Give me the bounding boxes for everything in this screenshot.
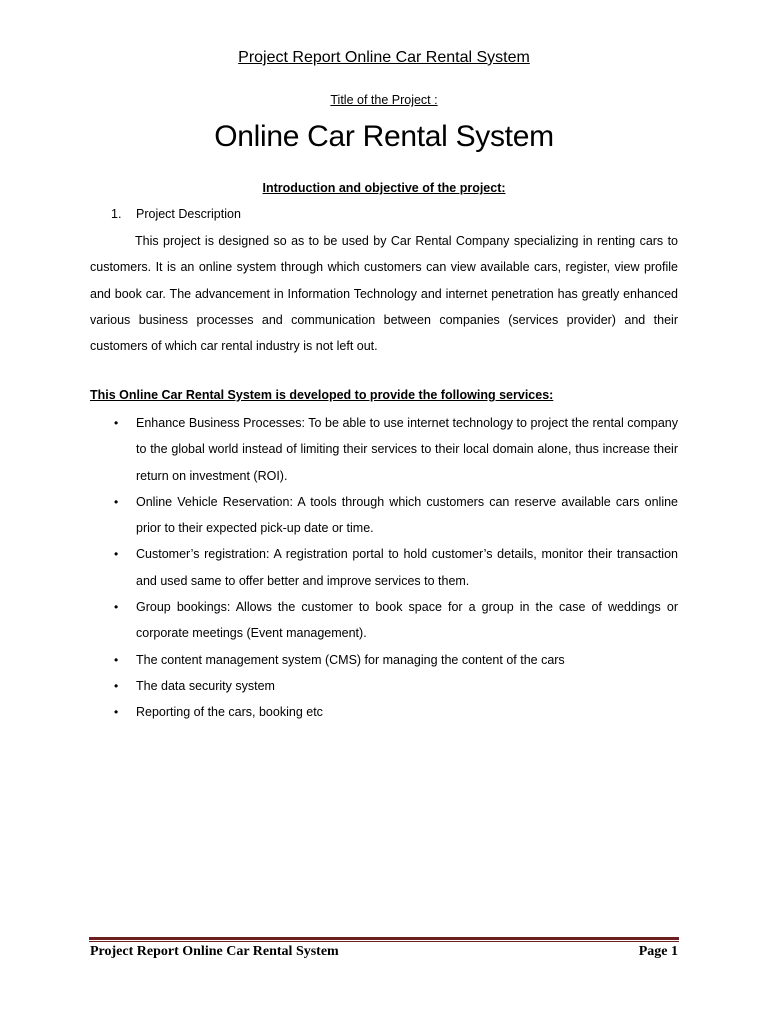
footer-divider-thin (89, 941, 679, 942)
bullet-icon: • (114, 416, 119, 430)
bullet-icon: • (114, 678, 119, 693)
list-item (114, 410, 678, 489)
bullet-icon: • (114, 600, 119, 615)
project-description-paragraph: This project is designed so as to be used by Car Rental Company specializing in renting cars to customers. It is an online system through which customers can view available cars, register, view profile and book car. The advancement in Information Technology and internet penetration has greatly enhanced various business processes and communication between companies (services provider) and their customers of which car rental industry is not left out. (90, 234, 678, 354)
list-item (114, 594, 678, 647)
footer-title: Project Report Online Car Rental System (90, 944, 339, 959)
list-item (114, 489, 678, 542)
intro-heading: Introduction and objective of the project: (262, 181, 506, 195)
list-item-text: Enhance Business Processes: To be able to use internet technology to project the rental company to the global world instead of limiting their services to their local domain alone, thus increase their return on investment (ROI). (136, 416, 678, 483)
section-heading (111, 207, 241, 221)
document-header-title: Project Report Online Car Rental System (238, 49, 530, 66)
bullet-icon: • (114, 652, 119, 667)
footer-divider-thick (89, 937, 679, 940)
bullet-icon: • (114, 705, 119, 720)
page-number: Page 1 (638, 944, 678, 959)
project-title-label: Title of the Project : (330, 93, 438, 107)
list-item (114, 541, 678, 594)
list-item (114, 699, 678, 725)
bullet-icon: • (114, 494, 119, 509)
list-item (114, 673, 678, 699)
project-name-heading: Online Car Rental System (214, 120, 554, 153)
services-list (0, 410, 768, 726)
list-item-text: The content management system (CMS) for managing the content of the cars (136, 652, 565, 667)
section-title: Project Description (136, 207, 241, 221)
list-item-text: Reporting of the cars, booking etc (136, 705, 323, 720)
list-item-text: Online Vehicle Reservation: A tools through which customers can reserve available cars online prior to their expected pick-up date or time. (136, 494, 678, 536)
section-number: 1. (111, 207, 122, 221)
list-item-text: The data security system (136, 678, 275, 693)
list-item (114, 647, 678, 673)
list-item-text: Customer’s registration: A registration portal to hold customer’s details, monitor their transaction and used same to offer better and improve services to them. (136, 547, 678, 588)
list-item-text: Group bookings: Allows the customer to book space for a group in the case of weddings or corporate meetings (Event management). (136, 600, 678, 641)
bullet-icon: • (114, 547, 119, 562)
services-heading: This Online Car Rental System is developed to provide the following services: (90, 388, 554, 402)
